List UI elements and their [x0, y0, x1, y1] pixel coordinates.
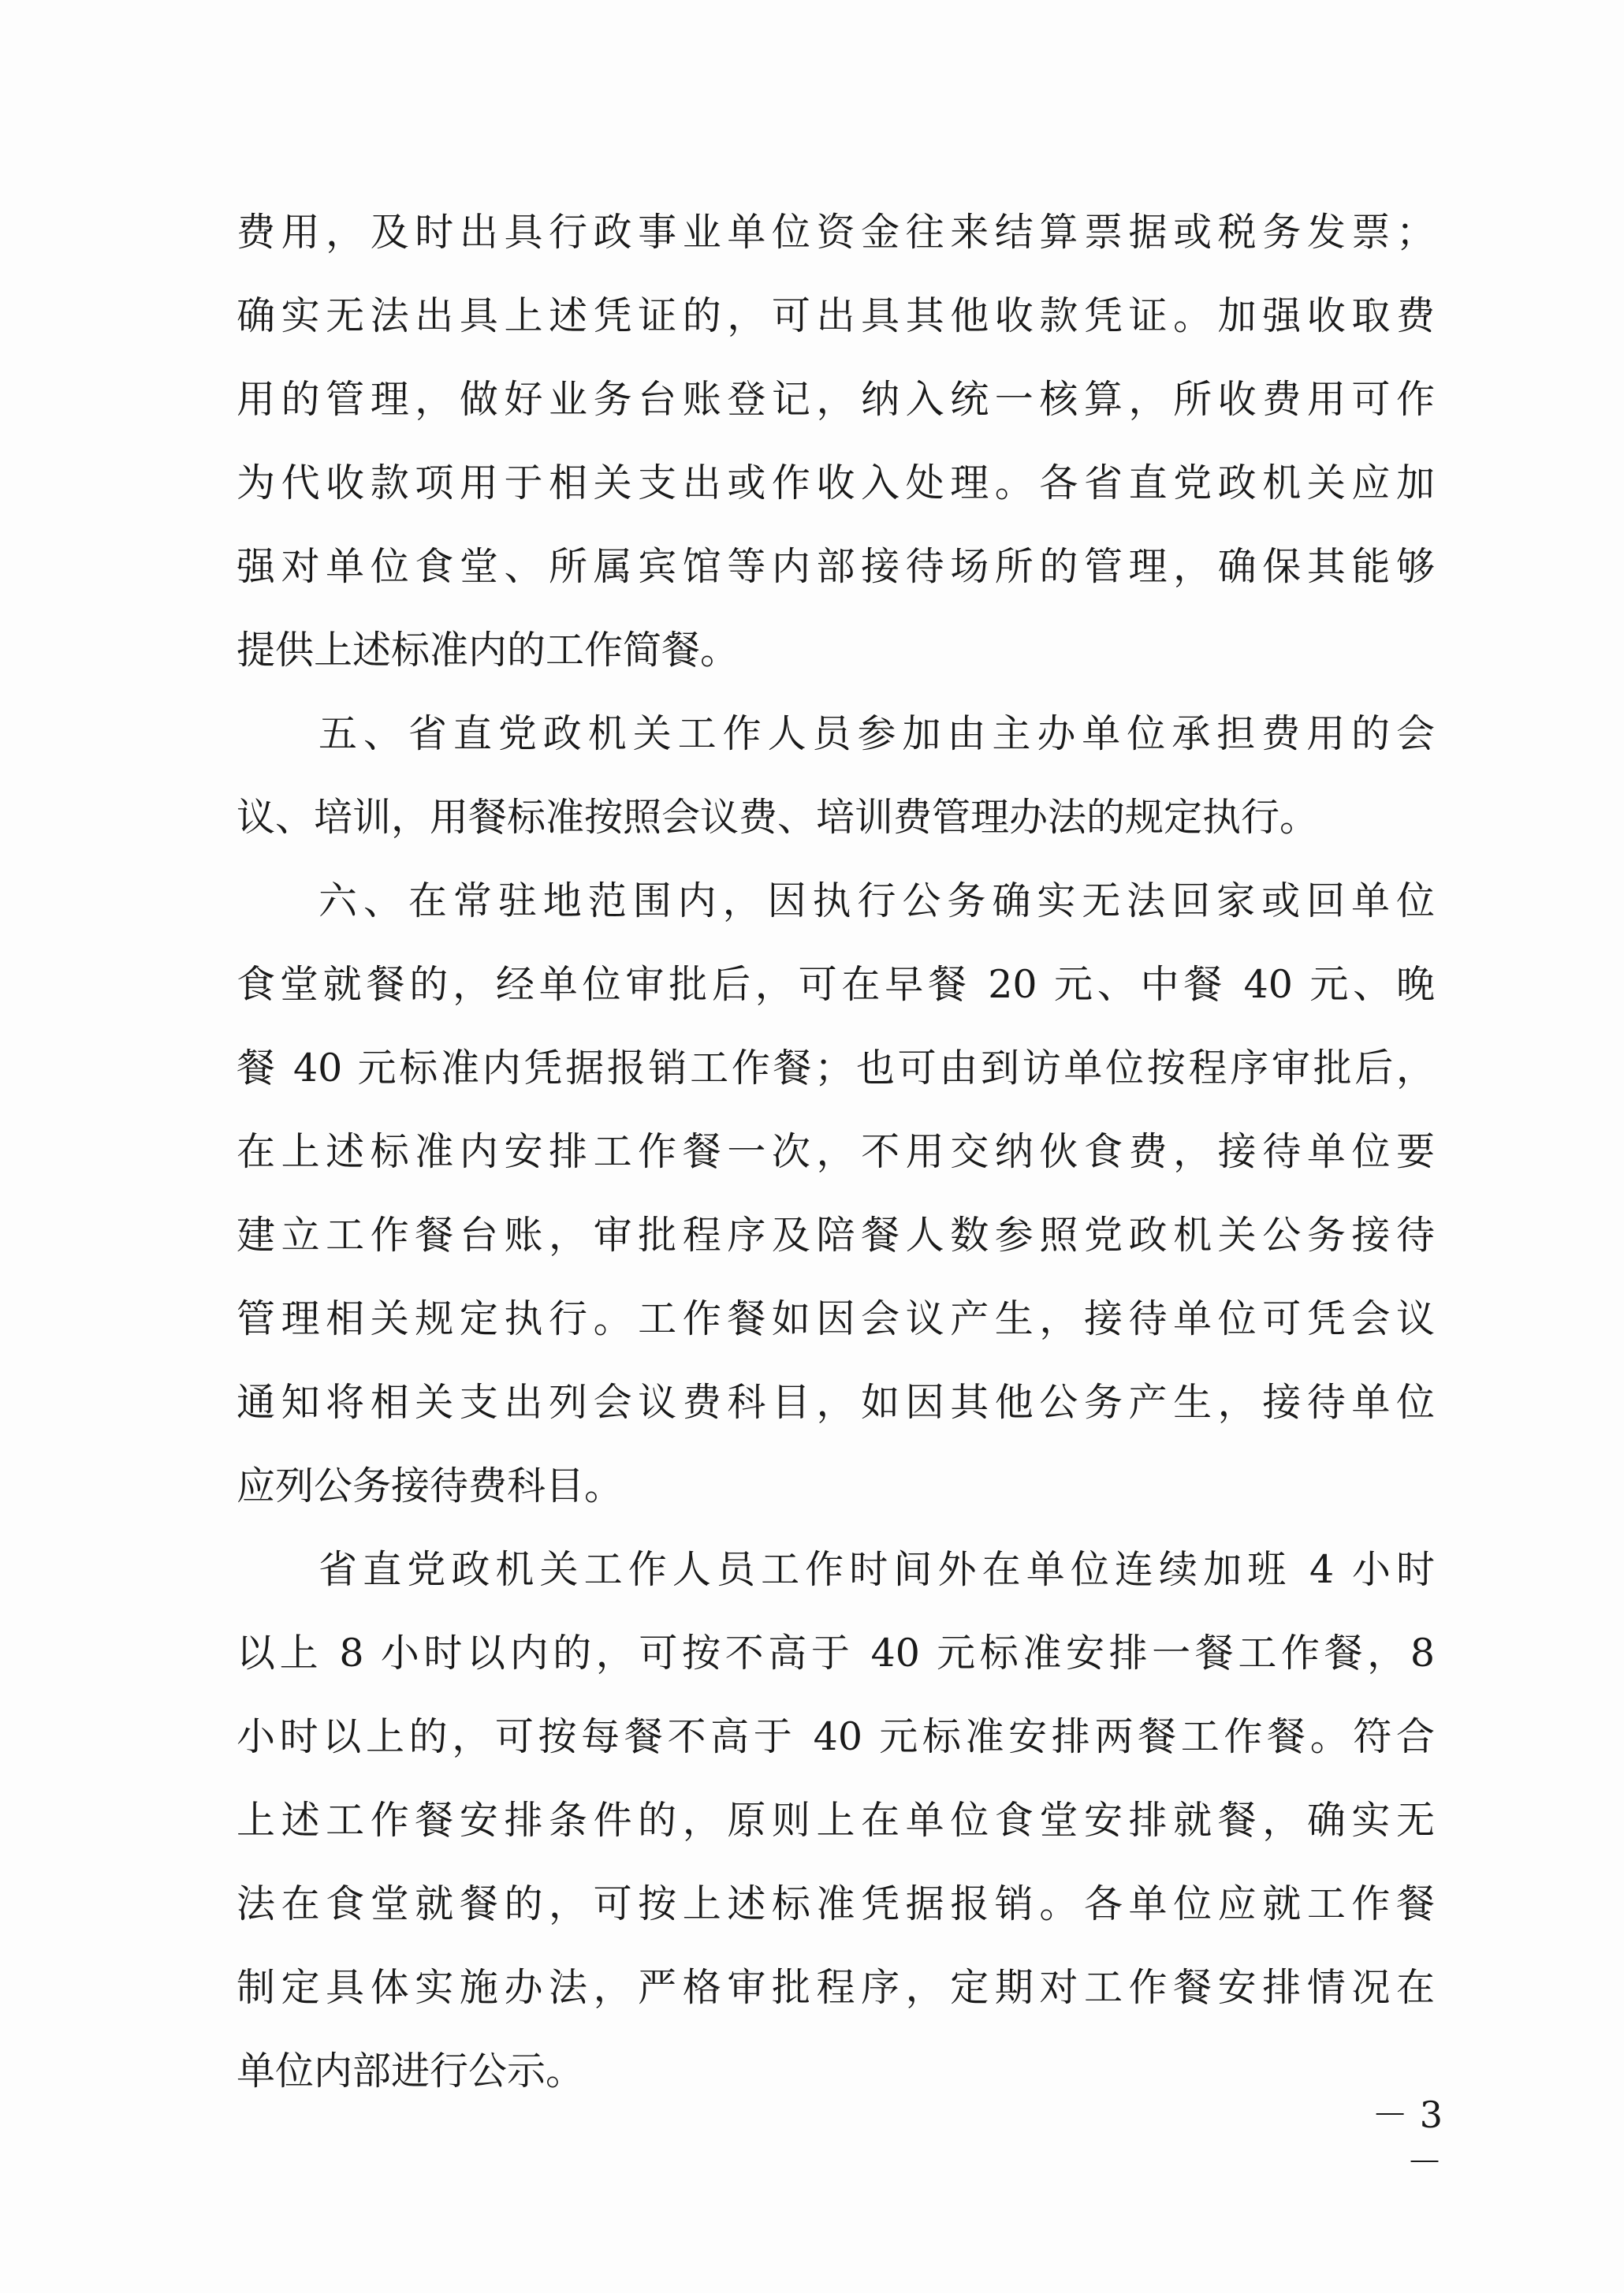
text-line: 提供上述标准内的工作简餐。 [237, 628, 739, 673]
text-line: 食堂就餐的，经单位审批后，可在早餐 20 元、中餐 40 元、晚 [237, 962, 1435, 1007]
text-line: 餐 40 元标准内凭据报销工作餐；也可由到访单位按程序审批后， [237, 1046, 1435, 1091]
text-line: 确实无法出具上述凭证的，可出具其他收款凭证。加强收取费 [237, 293, 1435, 338]
text-line: 小时以上的，可按每餐不高于 40 元标准安排两餐工作餐。符合 [237, 1714, 1435, 1759]
paragraph-continuation [237, 191, 1435, 692]
text-line: 强对单位食堂、所属宾馆等内部接待场所的管理，确保其能够 [237, 544, 1435, 589]
text-line: 议、培训，用餐标准按照会议费、培训费管理办法的规定执行。 [237, 795, 1319, 840]
text-line: 建立工作餐台账，审批程序及陪餐人数参照党政机关公务接待 [237, 1213, 1435, 1258]
body-text [237, 191, 1435, 2113]
paragraph-item-5 [237, 692, 1435, 859]
page-number: － 3 － [1372, 2094, 1443, 2183]
text-line: 五、省直党政机关工作人员参加由主办单位承担费用的会 [318, 711, 1435, 756]
text-line: 以上 8 小时以内的，可按不高于 40 元标准安排一餐工作餐，8 [237, 1631, 1435, 1676]
text-line: 为代收款项用于相关支出或作收入处理。各省直党政机关应加 [237, 460, 1435, 505]
text-line: 省直党政机关工作人员工作时间外在单位连续加班 4 小时 [318, 1547, 1435, 1592]
text-line: 在上述标准内安排工作餐一次，不用交纳伙食费，接待单位要 [237, 1129, 1435, 1174]
text-line: 制定具体实施办法，严格审批程序，定期对工作餐安排情况在 [237, 1965, 1435, 2010]
text-line: 法在食堂就餐的，可按上述标准凭据报销。各单位应就工作餐 [237, 1881, 1435, 1926]
text-line: 单位内部进行公示。 [237, 2049, 585, 2094]
text-line: 费用，及时出具行政事业单位资金往来结算票据或税务发票； [237, 210, 1435, 255]
text-line: 六、在常驻地范围内，因执行公务确实无法回家或回单位 [318, 878, 1435, 923]
text-line: 管理相关规定执行。工作餐如因会议产生，接待单位可凭会议 [237, 1296, 1435, 1341]
text-line: 应列公务接待费科目。 [237, 1463, 624, 1508]
paragraph-overtime [237, 1528, 1435, 2113]
text-line: 通知将相关支出列会议费科目，如因其他公务产生，接待单位 [237, 1380, 1435, 1425]
text-line: 上述工作餐安排条件的，原则上在单位食堂安排就餐，确实无 [237, 1798, 1435, 1843]
paragraph-item-6 [237, 859, 1435, 1528]
text-line: 用的管理，做好业务台账登记，纳入统一核算，所收费用可作 [237, 377, 1435, 422]
